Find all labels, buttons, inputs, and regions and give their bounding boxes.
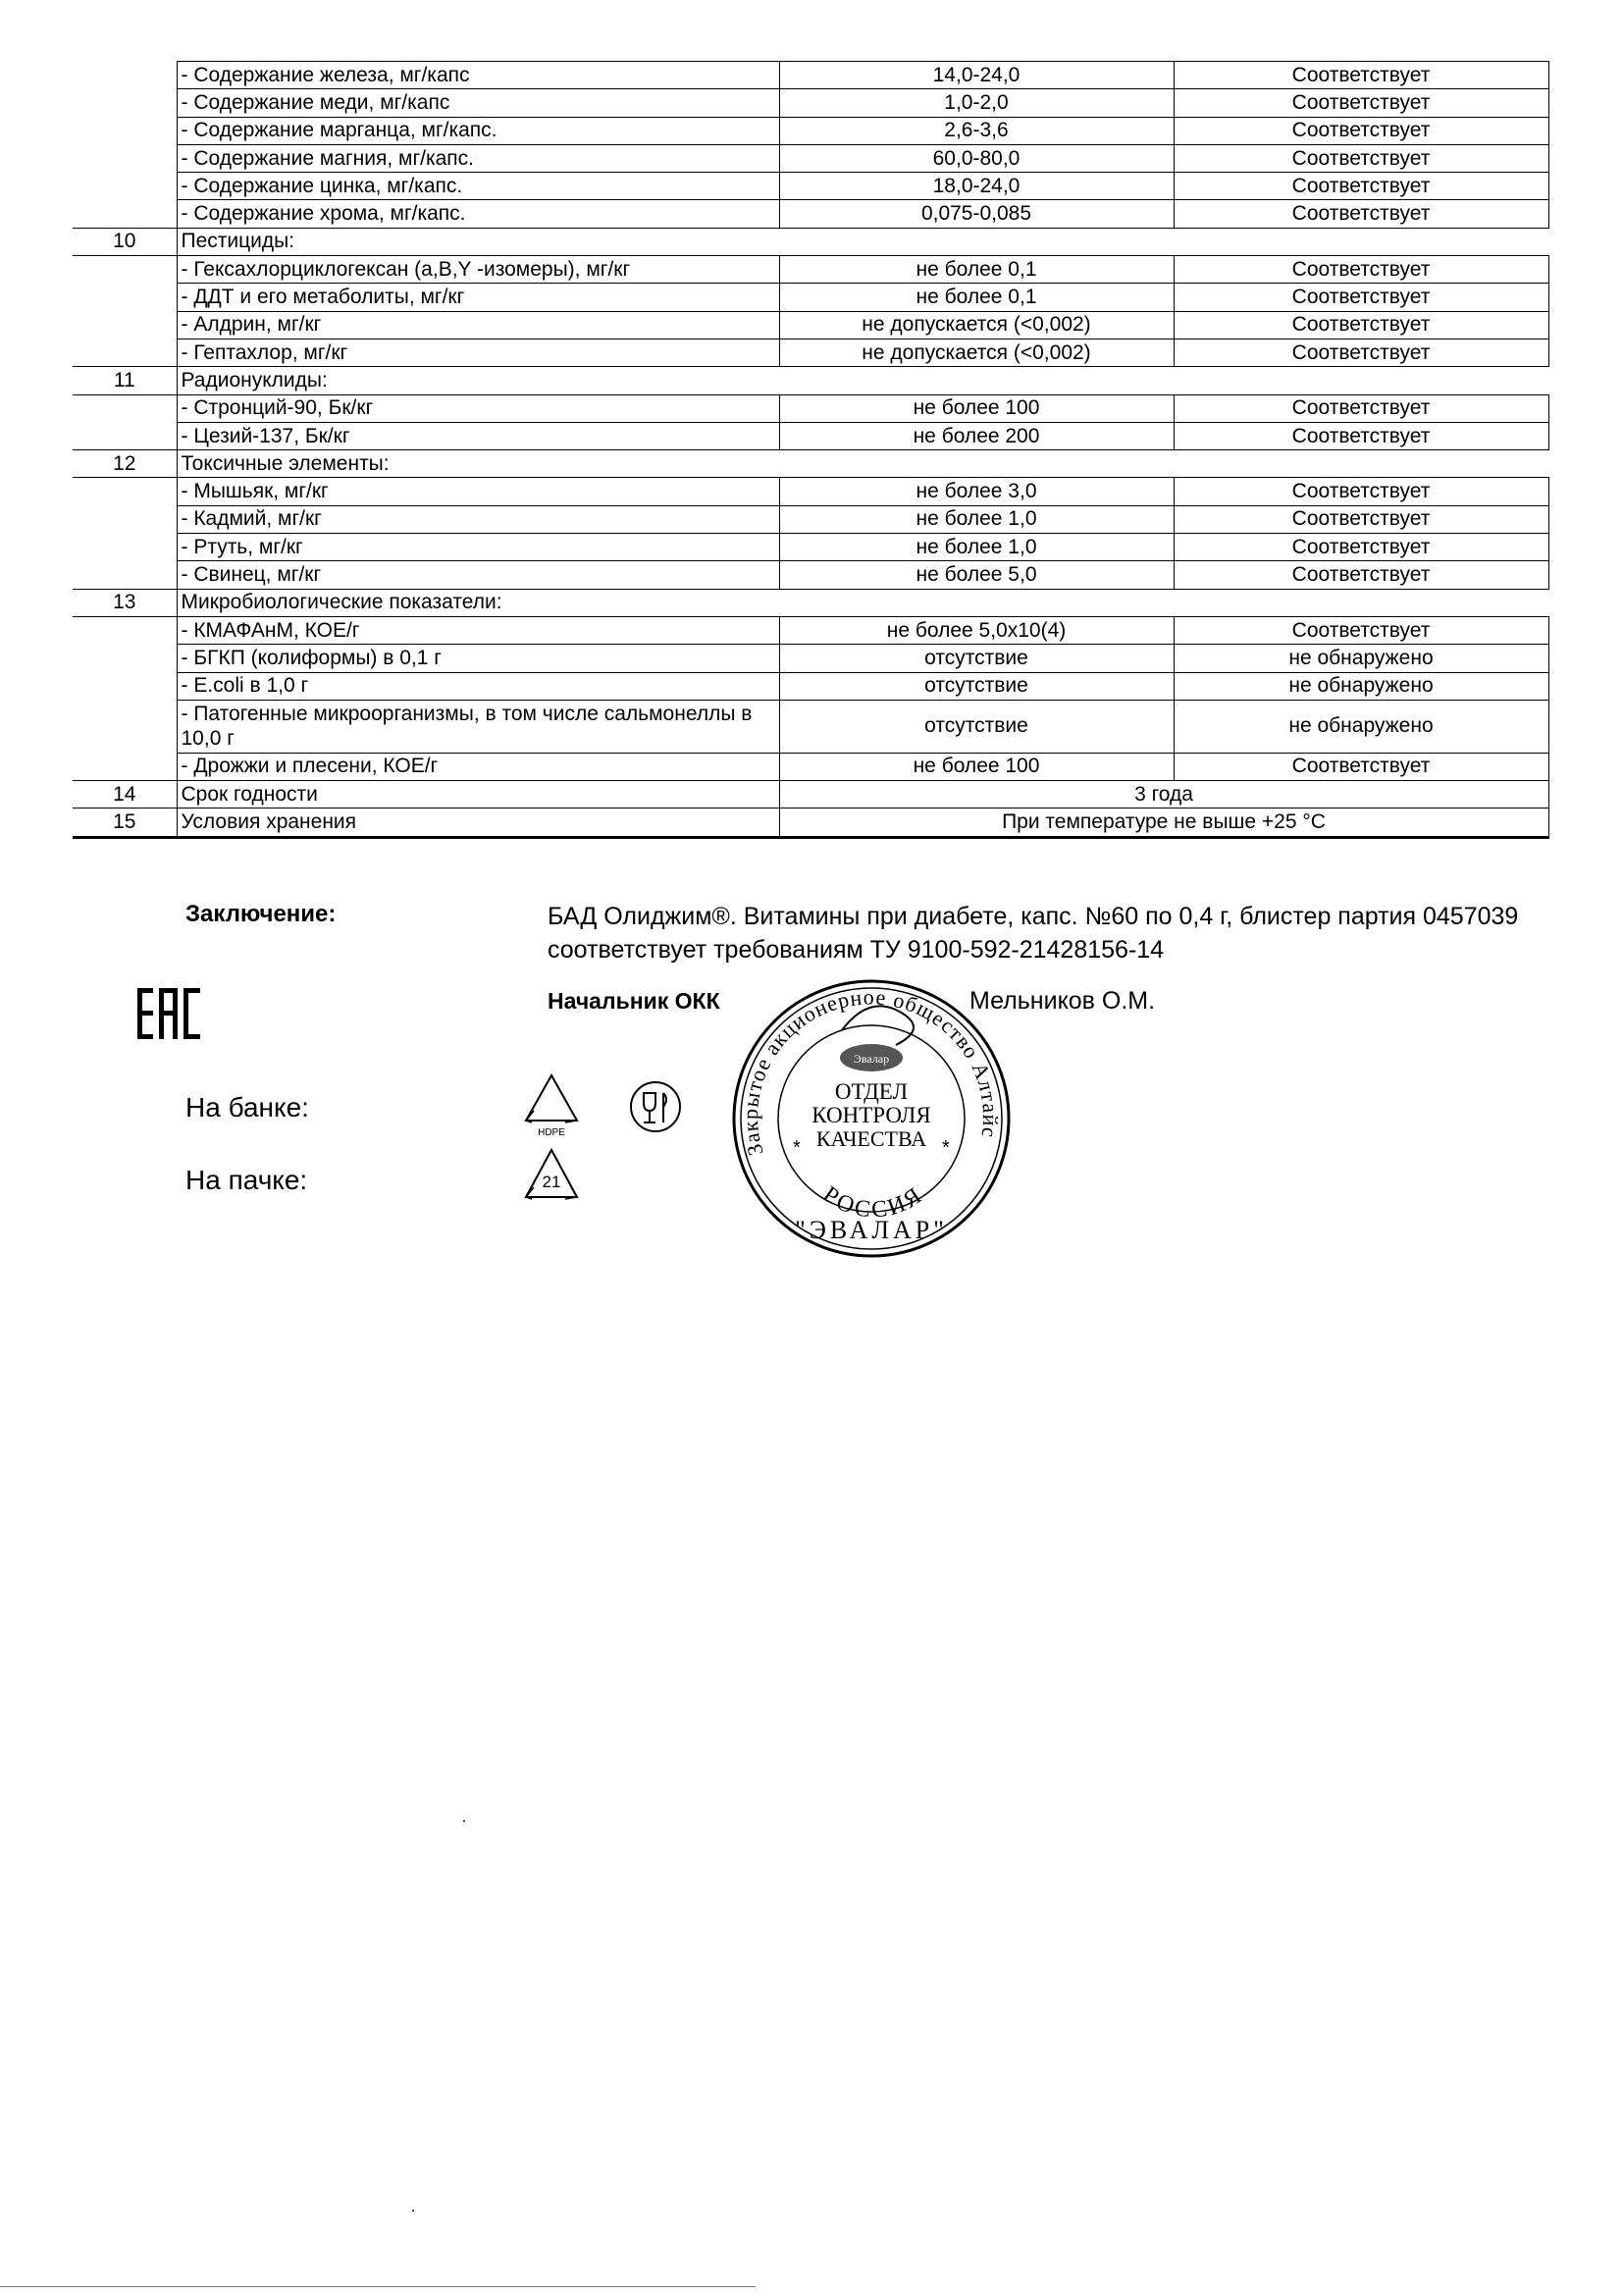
conclusion-text: БАД Олиджим®. Витамины при диабете, капс. №60 по 0,4 г, блистер партия 0457039 соответствует требованиям ТУ 9100-592-21428156-14 [548,903,1519,964]
stamp-center-line-1: ОТДЕЛ [834,1079,909,1104]
table-row [73,534,1548,561]
requirement-cell: 18,0-24,0 [779,173,1174,200]
table-row [73,256,1548,284]
requirement-cell: не более 3,0 [779,478,1174,505]
row-number-cell [73,534,177,561]
row-number-cell [73,62,177,89]
table-row [73,672,1548,700]
requirement-cell: не более 1,0 [779,534,1174,561]
section-title-cell: Радионуклиды: [177,367,1548,394]
row-number-cell [73,394,177,422]
row-number-cell [73,561,177,589]
parameter-name-cell: - КМАФАнМ, КОЕ/г [177,616,779,644]
head-of-qc-label: Начальник ОКК [548,988,720,1014]
scan-edge-line [0,2286,756,2287]
result-cell: Соответствует [1174,505,1548,533]
table-row [73,62,1548,89]
parameter-name-cell: - Содержание меди, мг/капс [177,89,779,117]
parameter-name-cell: - Алдрин, мг/кг [177,311,779,339]
stamp-bottom-line-2: "ЭВАЛАР" [795,1216,948,1244]
parameter-name-cell: Условия хранения [177,809,779,837]
result-cell: Соответствует [1174,173,1548,200]
parameter-name-cell: - Цезий-137, Бк/кг [177,422,779,449]
result-cell: Соответствует [1174,89,1548,117]
result-cell: Соответствует [1174,616,1548,644]
row-number-cell [73,645,177,672]
row-number-cell [73,117,177,144]
requirement-cell: не более 100 [779,394,1174,422]
section-title-cell: Пестициды: [177,228,1548,255]
result-cell: Соответствует [1174,200,1548,228]
requirement-cell: 1,0-2,0 [779,89,1174,117]
row-number-cell [73,478,177,505]
table-row [73,645,1548,672]
result-cell: не обнаружено [1174,672,1548,700]
row-number-cell: 12 [73,450,177,478]
recycle-pap-icon [520,1146,583,1214]
parameter-name-cell: - Содержание цинка, мг/капс. [177,173,779,200]
section-title-cell: Токсичные элементы: [177,450,1548,478]
row-number-cell [73,422,177,449]
requirement-cell: не более 5,0x10(4) [779,616,1174,644]
table-row [73,394,1548,422]
requirement-cell: не более 0,1 [779,256,1174,284]
result-cell: не обнаружено [1174,700,1548,753]
table-row [73,228,1548,255]
table-row [73,311,1548,339]
table-row [73,616,1548,644]
row-number-cell: 10 [73,228,177,255]
result-cell: Соответствует [1174,311,1548,339]
row-number-cell [73,616,177,644]
table-row [73,422,1548,449]
requirement-cell: 0,075-0,085 [779,200,1174,228]
parameter-name-cell: - ДДТ и его метаболиты, мг/кг [177,284,779,311]
parameter-name-cell: - Патогенные микроорганизмы, в том числе сальмонеллы в 10,0 г [177,700,779,753]
row-number-cell [73,700,177,753]
parameter-name-cell: - Гептахлор, мг/кг [177,339,779,366]
parameter-value-cell: При температуре не выше +25 °С [779,809,1548,837]
parameter-name-cell: - Гексахлорциклогексан (а,В,Y -изомеры), мг/кг [177,256,779,284]
table-row [73,781,1548,809]
table-row [73,589,1548,616]
pp-code: 21 [542,1173,561,1191]
parameter-name-cell: - Содержание марганца, мг/капс. [177,117,779,144]
table-row [73,478,1548,505]
table-row [73,144,1548,172]
stamp-outer-text: Закрытое акционерное общество Алтайс [737,984,1004,1159]
result-cell: Соответствует [1174,422,1548,449]
table-row [73,561,1548,589]
table-row [73,339,1548,366]
table-row [73,367,1548,394]
table-row [73,117,1548,144]
requirement-cell: не более 0,1 [779,284,1174,311]
stamp-brand: Эвалар [853,1052,890,1066]
parameter-name-cell: - Мышьяк, мг/кг [177,478,779,505]
requirement-cell: 60,0-80,0 [779,144,1174,172]
result-cell: Соответствует [1174,144,1548,172]
parameter-name-cell: - Содержание железа, мг/капс [177,62,779,89]
parameter-name-cell: - Содержание хрома, мг/капс. [177,200,779,228]
parameter-value-cell: 3 года [779,781,1548,809]
parameter-name-cell: - БГКП (колиформы) в 0,1 г [177,645,779,672]
result-cell: Соответствует [1174,339,1548,366]
head-of-qc-name: Мельников О.М. [969,987,1156,1015]
row-number-cell: 14 [73,781,177,809]
row-number-cell [73,505,177,533]
parameter-name-cell: - E.coli в 1,0 г [177,672,779,700]
specification-table-body [73,62,1548,838]
row-number-cell [73,173,177,200]
requirement-cell: отсутствие [779,645,1174,672]
table-row [73,505,1548,533]
row-number-cell [73,144,177,172]
row-number-cell [73,256,177,284]
stamp-bottom-line-1: РОССИЯ [817,1181,929,1224]
result-cell: Соответствует [1174,534,1548,561]
eac-mark-icon [135,984,204,1048]
parameter-name-cell: - Ртуть, мг/кг [177,534,779,561]
table-row [73,173,1548,200]
result-cell: Соответствует [1174,117,1548,144]
bank-label: На банке: [185,1092,309,1122]
row-number-cell [73,753,177,780]
row-number-cell: 15 [73,809,177,837]
requirement-cell: 14,0-24,0 [779,62,1174,89]
parameter-name-cell: - Дрожжи и плесени, КОЕ/г [177,753,779,780]
scan-dot [463,1820,465,1822]
requirement-cell: не более 1,0 [779,505,1174,533]
row-number-cell: 11 [73,367,177,394]
result-cell: Соответствует [1174,284,1548,311]
requirement-cell: не более 100 [779,753,1174,780]
result-cell: Соответствует [1174,753,1548,780]
food-contact-icon [628,1079,683,1139]
requirement-cell: отсутствие [779,672,1174,700]
row-number-cell [73,284,177,311]
conclusion-label: Заключение: [185,901,337,927]
stamp-center-line-2: КОНТРОЛЯ [812,1103,931,1127]
pack-label: На пачке: [185,1165,308,1195]
table-row [73,809,1548,837]
stamp-star-right: * [942,1137,950,1159]
result-cell: не обнаружено [1174,645,1548,672]
row-number-cell: 13 [73,589,177,616]
parameter-name-cell: - Свинец, мг/кг [177,561,779,589]
hdpe-code: HDPE [538,1127,565,1138]
recycle-hdpe-icon [520,1071,583,1145]
row-number-cell [73,89,177,117]
result-cell: Соответствует [1174,62,1548,89]
specification-table [73,61,1549,839]
table-row [73,700,1548,753]
parameter-name-cell: - Содержание магния, мг/капс. [177,144,779,172]
requirement-cell: 2,6-3,6 [779,117,1174,144]
table-row [73,89,1548,117]
row-number-cell [73,339,177,366]
row-number-cell [73,200,177,228]
result-cell: Соответствует [1174,561,1548,589]
parameter-name-cell: Срок годности [177,781,779,809]
requirement-cell: не более 5,0 [779,561,1174,589]
table-row [73,200,1548,228]
requirement-cell: отсутствие [779,700,1174,753]
requirement-cell: не допускается (<0,002) [779,311,1174,339]
result-cell: Соответствует [1174,394,1548,422]
stamp-star-left: * [793,1137,801,1159]
table-row [73,284,1548,311]
stamp-center-line-3: КАЧЕСТВА [815,1126,927,1151]
parameter-name-cell: - Кадмий, мг/кг [177,505,779,533]
parameter-name-cell: - Стронций-90, Бк/кг [177,394,779,422]
row-number-cell [73,672,177,700]
quality-control-stamp [724,971,1019,1271]
result-cell: Соответствует [1174,478,1548,505]
table-row [73,753,1548,780]
table-row [73,450,1548,478]
requirement-cell: не более 200 [779,422,1174,449]
result-cell: Соответствует [1174,256,1548,284]
row-number-cell [73,311,177,339]
section-title-cell: Микробиологические показатели: [177,589,1548,616]
requirement-cell: не допускается (<0,002) [779,339,1174,366]
scan-dot [412,2210,414,2212]
